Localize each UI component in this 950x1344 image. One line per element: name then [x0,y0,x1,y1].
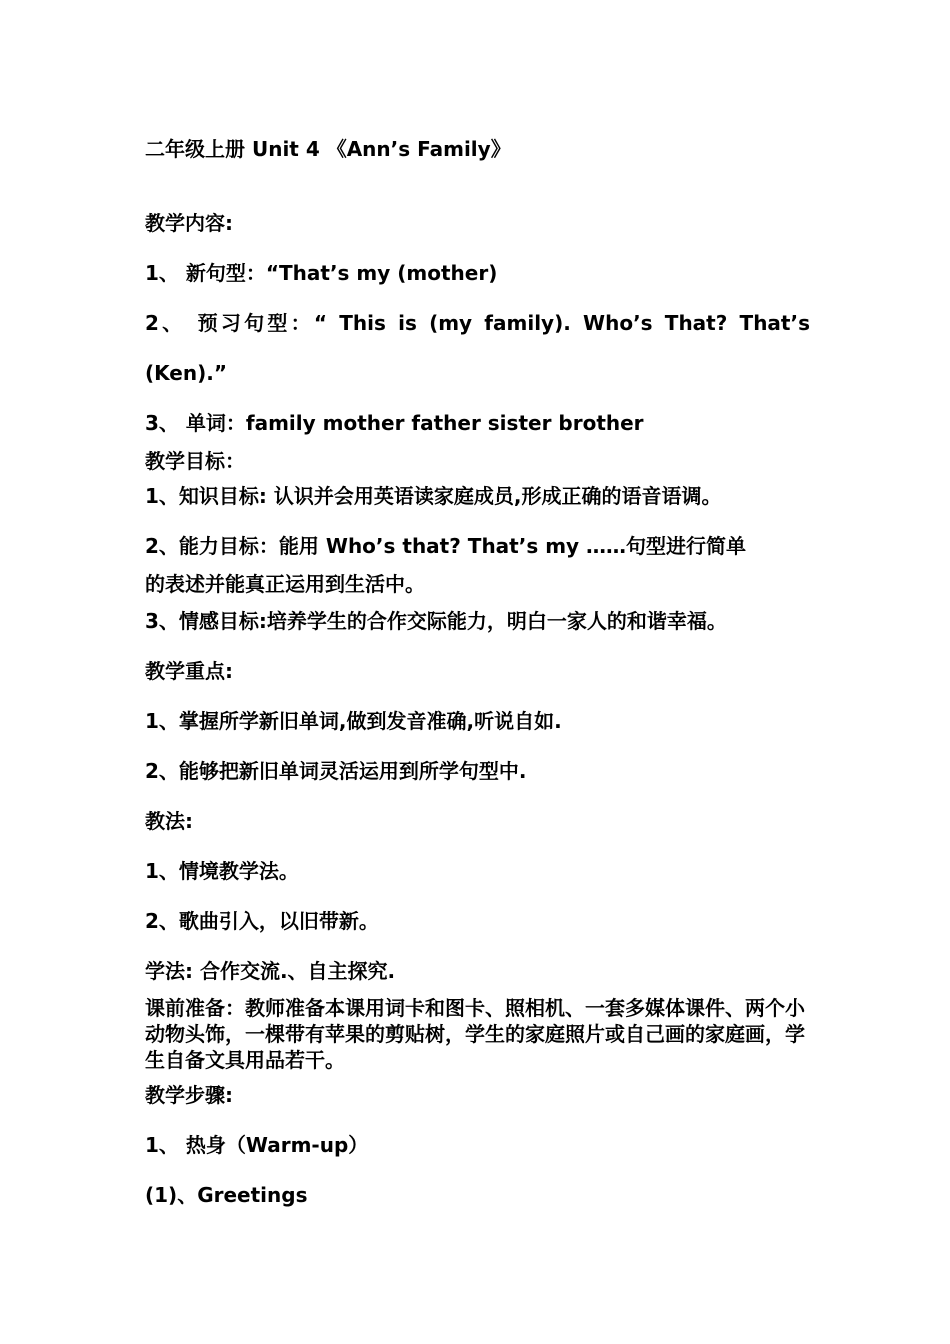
goal-1: 1、知识目标: 认识并会用英语读家庭成员,形成正确的语音语调。 [145,484,722,508]
key-point-2: 2、能够把新旧单词灵活运用到所学句型中. [145,759,527,783]
steps-heading: 教学步骤: [145,1083,233,1107]
key-point-1: 1、掌握所学新旧单词,做到发音准确,听说自如. [145,709,562,733]
goal-2-line-1: 2、能力目标：能用 Who’s that? That’s my ……句型进行简单 [145,534,747,558]
method-2: 2、歌曲引入，以旧带新。 [145,909,379,933]
content-item-2-line-2: (Ken).” [145,361,227,385]
methods-heading: 教法: [145,809,193,833]
step-1-1: (1)、Greetings [145,1183,308,1207]
content-item-1: 1、 新句型：“That’s my (mother) [145,261,498,285]
goal-2-line-2: 的表述并能真正运用到生活中。 [145,572,425,596]
preparation-paragraph: 课前准备：教师准备本课用词卡和图卡、照相机、一套多媒体课件、两个小动物头饰，一棵带有苹果的剪贴树，学生的家庭照片或自己画的家庭画，学生自备文具用品若干。 [145,996,805,1072]
key-points-heading: 教学重点: [145,659,233,683]
content-heading: 教学内容: [145,211,233,235]
content-item-3: 3、 单词：family mother father sister brother [145,411,644,435]
content-item-2-line-1: 2、 预习句型：“ This is (my family). Who’s That? That’s [145,311,810,335]
method-1: 1、情境教学法。 [145,859,299,883]
learning-methods: 学法: 合作交流.、自主探究. [145,959,396,983]
goal-3: 3、情感目标:培养学生的合作交际能力，明白一家人的和谐幸福。 [145,609,727,633]
goals-heading: 教学目标： [145,449,245,473]
step-1: 1、 热身（Warm-up） [145,1133,369,1157]
document-title: 二年级上册 Unit 4 《Ann’s Family》 [145,137,511,161]
